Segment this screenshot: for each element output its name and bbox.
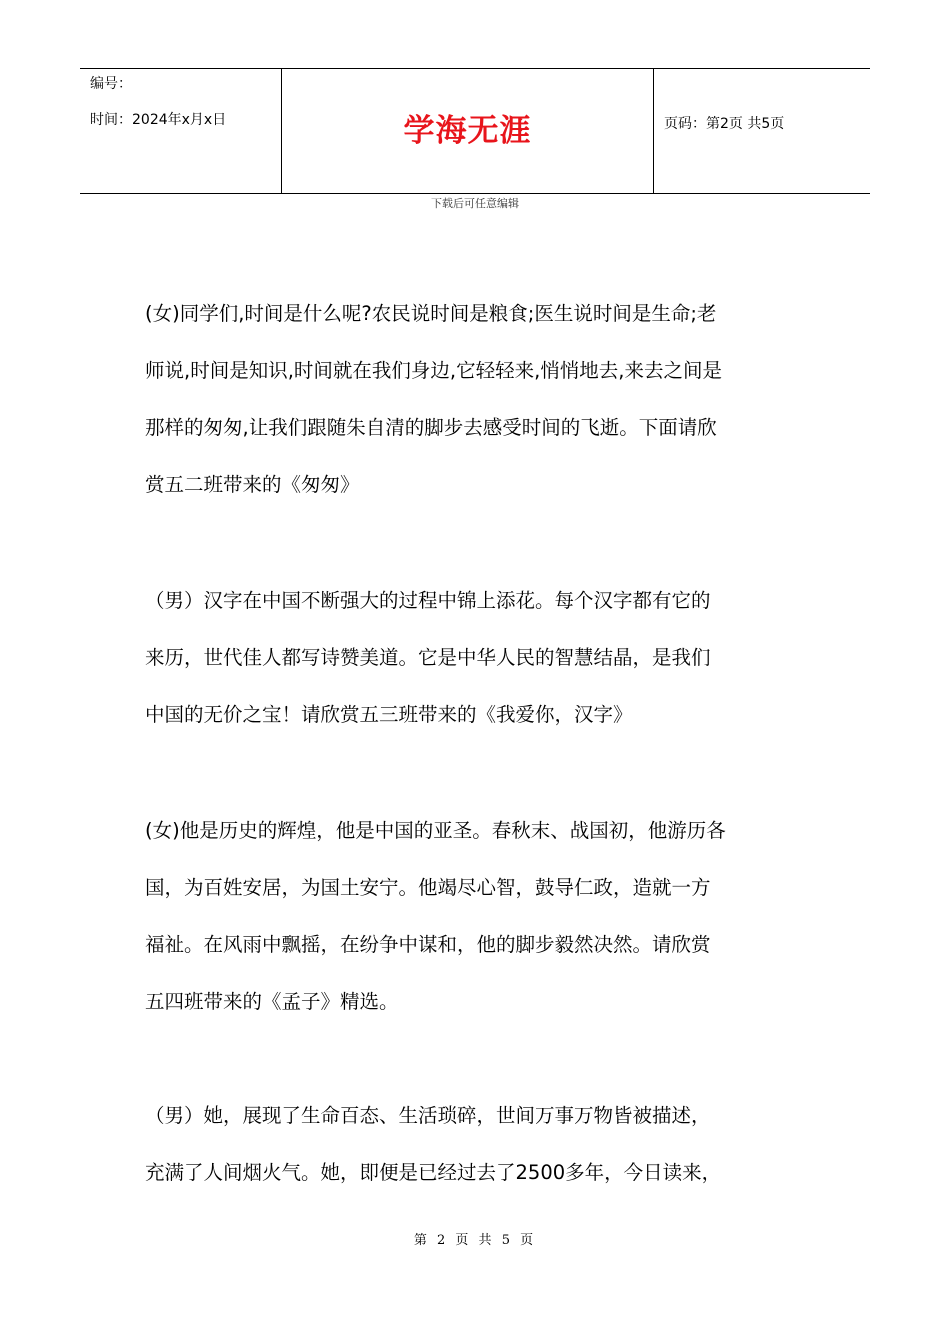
paragraph-line: 师说,时间是知识,时间就在我们身边,它轻轻来,悄悄地去,来去之间是 — [145, 359, 722, 382]
paragraph-line: 五四班带来的《孟子》精选。 — [145, 990, 399, 1013]
paragraph-line: 赏五二班带来的《匆匆》 — [145, 473, 360, 496]
paragraph-line: 福祉。在风雨中飘摇，在纷争中谋和，他的脚步毅然决然。请欣赏 — [145, 933, 711, 956]
header-title-cell — [281, 69, 654, 193]
paragraph-1 — [145, 285, 810, 513]
document-title: 学海无涯 — [403, 113, 532, 149]
paragraph-line: （男）她，展现了生命百态、生活琐碎，世间万事万物皆被描述， — [145, 1104, 711, 1127]
paragraph-line: (女)他是历史的辉煌，他是中国的亚圣。春秋末、战国初，他游历各 — [145, 819, 726, 842]
paragraph-4 — [145, 1087, 810, 1201]
header-left-cell — [80, 69, 281, 193]
paragraph-line: (女)同学们,时间是什么呢?农民说时间是粮食;医生说时间是生命;老 — [145, 302, 717, 325]
paragraph-line: （男）汉字在中国不断强大的过程中锦上添花。每个汉字都有它的 — [145, 589, 711, 612]
paragraph-2 — [145, 572, 810, 743]
page-footer: 第 2 页 共 5 页 — [413, 1233, 537, 1248]
header-right-cell — [654, 69, 870, 193]
paragraph-line: 充满了人间烟火气。她，即便是已经过去了2500多年，今日读来， — [145, 1161, 722, 1184]
document-header — [80, 68, 870, 194]
paragraph-line: 来历，世代佳人都写诗赞美道。它是中华人民的智慧结晶，是我们 — [145, 646, 711, 669]
paragraph-3 — [145, 802, 810, 1030]
paragraph-line: 国，为百姓安居，为国土安宁。他竭尽心智，鼓导仁政，造就一方 — [145, 876, 711, 899]
document-number-label: 编号： — [90, 76, 132, 92]
paragraph-line: 那样的匆匆,让我们跟随朱自清的脚步去感受时间的飞逝。下面请欣 — [145, 416, 717, 439]
paragraph-line: 中国的无价之宝！请欣赏五三班带来的《我爱你，汉字》 — [145, 703, 633, 726]
document-time-label: 时间：2024年x月x日 — [90, 112, 227, 128]
page-number-label: 页码：第2页 共5页 — [664, 116, 785, 132]
editable-note: 下载后可任意编辑 — [431, 197, 519, 210]
